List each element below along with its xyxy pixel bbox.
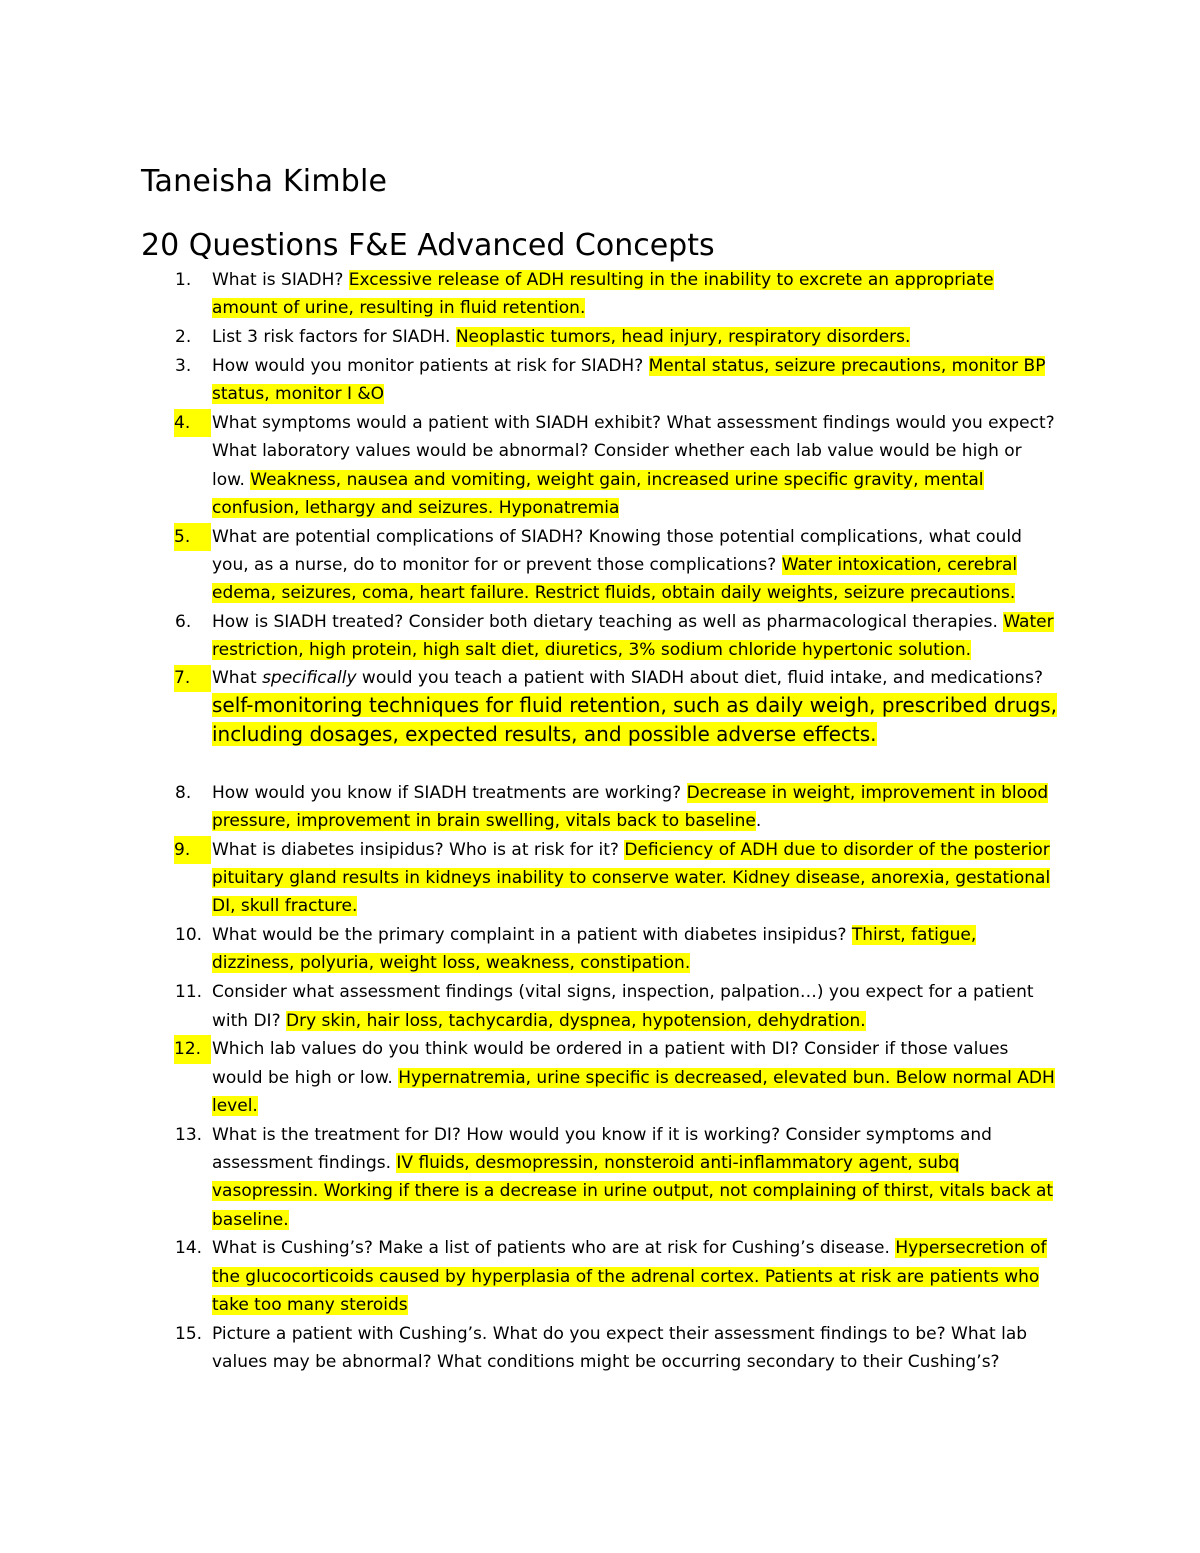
question-text: What — [212, 668, 257, 689]
question-number: 2. — [175, 327, 192, 348]
question-text: What symptoms would a patient with SIADH exhibit? What assessment findings would you expect? What laboratory values would be abnormal? Consider whether each lab value would be high or low. — [212, 412, 1055, 490]
answer-highlight: Thirst, fatigue, dizziness, polyuria, weight loss, weakness, constipation. — [212, 925, 977, 974]
question-number: 11. — [175, 982, 203, 1003]
blank-line — [0, 751, 1200, 779]
answer-highlight: Weakness, nausea and vomiting, weight gain, increased urine specific gravity, mental confusion, lethargy and seizures. Hyponatremia — [212, 469, 984, 518]
question-text: What is the treatment for DI? How would you know if it is working? Consider symptoms and assessment findings. — [212, 1124, 992, 1174]
answer-highlight: Mental status, seizure precautions, monitor BP status, monitor I &O — [212, 355, 1046, 405]
question-number: 6. — [175, 612, 192, 633]
answer-highlight: Water intoxication, cerebral edema, seizures, coma, heart failure. Restrict fluids, obtain daily weights, seizure precautions. — [212, 554, 1018, 604]
list-item — [0, 523, 1058, 608]
document-title: 20 Questions F&E Advanced Concepts — [141, 228, 715, 263]
question-text: Picture a patient with Cushing’s. What do you expect their assessment findings to be? What lab values may be abnormal? What conditions might be occurring secondary to their Cushing’s? — [212, 1323, 1028, 1373]
list-item — [0, 1121, 1058, 1234]
list-item — [0, 665, 1058, 750]
question-number: 13. — [175, 1124, 203, 1145]
list-item — [0, 836, 1058, 921]
question-number: 12. — [174, 1035, 211, 1063]
list-item — [0, 323, 1058, 351]
question-text: What are potential complications of SIADH? Knowing those potential complications, what could you, as a nurse, do to monitor for or prevent those complications? — [212, 526, 1022, 575]
answer-highlight: Hypernatremia, urine specific is decreased, elevated bun. Below normal ADH level. — [212, 1067, 1055, 1116]
author-name: Taneisha Kimble — [141, 164, 388, 199]
question-text: What is SIADH? — [212, 270, 344, 290]
list-item — [0, 1320, 1058, 1377]
question-number: 4. — [174, 409, 211, 437]
answer-highlight: Excessive release of ADH resulting in the inability to excrete an appropriate amount of urine, resulting in fluid retention. — [212, 270, 994, 319]
question-text: List 3 risk factors for SIADH. — [212, 327, 451, 348]
list-item — [0, 978, 1058, 1035]
list-item — [0, 779, 1058, 836]
question-text: How would you know if SIADH treatments are working? — [212, 782, 682, 803]
answer-highlight: Dry skin, hair loss, tachycardia, dyspnea, hypotension, dehydration. — [286, 1010, 866, 1031]
question-number: 5. — [174, 523, 211, 551]
question-number: 10. — [175, 925, 203, 946]
answer-highlight: Neoplastic tumors, head injury, respiratory disorders. — [455, 327, 911, 348]
question-number: 1. — [175, 270, 192, 290]
list-item — [0, 266, 1058, 323]
question-number: 3. — [175, 355, 192, 376]
question-text: Which lab values do you think would be ordered in a patient with DI? Consider if those values would be high or low. — [212, 1039, 1009, 1088]
question-emphasis: specifically — [262, 668, 357, 689]
question-number: 7. — [174, 665, 211, 692]
answer-highlight: self-monitoring techniques for fluid retention, such as daily weigh, prescribed drugs, including dosages, expected results, and possible adverse effects. — [212, 693, 1057, 747]
question-list — [0, 266, 1200, 1377]
list-item — [0, 1234, 1058, 1319]
question-text: Consider what assessment findings (vital signs, inspection, palpation…) you expect for a patient with DI? — [212, 982, 1034, 1031]
question-text: How would you monitor patients at risk for SIADH? — [212, 355, 644, 376]
question-number: 14. — [175, 1238, 203, 1259]
answer-highlight: Deficiency of ADH due to disorder of the posterior pituitary gland results in kidneys inability to conserve water. Kidney disease, anorexia, gestational DI, skull fracture. — [212, 839, 1051, 917]
question-text: What is Cushing’s? Make a list of patients who are at risk for Cushing’s disease. — [212, 1238, 890, 1259]
question-text: What would be the primary complaint in a patient with diabetes insipidus? — [212, 925, 847, 946]
list-item — [0, 352, 1058, 409]
answer-highlight: Water restriction, high protein, high salt diet, diuretics, 3% sodium chloride hypertonic solution. — [212, 612, 1054, 661]
question-number: 15. — [175, 1323, 203, 1344]
question-text: would you teach a patient with SIADH about diet, fluid intake, and medications? — [361, 668, 1044, 689]
answer-highlight: Decrease in weight, improvement in blood pressure, improvement in brain swelling, vitals back to baseline — [212, 782, 1049, 831]
question-text: How is SIADH treated? Consider both dietary teaching as well as pharmacological therapies. — [212, 612, 998, 633]
list-item — [0, 1035, 1058, 1120]
question-number: 9. — [174, 836, 211, 864]
trailing-period: . — [755, 810, 762, 831]
list-item — [0, 608, 1058, 665]
answer-highlight: IV fluids, desmopressin, nonsteroid anti-inflammatory agent, subq vasopressin. Working if there is a decrease in urine output, not complaining of thirst, vitals back at baseline. — [212, 1153, 1054, 1230]
list-item — [0, 921, 1058, 978]
list-item — [0, 409, 1058, 522]
question-text: What is diabetes insipidus? Who is at risk for it? — [212, 839, 619, 860]
question-number: 8. — [175, 782, 192, 803]
answer-highlight: Hypersecretion of the glucocorticoids caused by hyperplasia of the adrenal cortex. Patients at risk are patients who take too many steroids — [212, 1238, 1047, 1315]
